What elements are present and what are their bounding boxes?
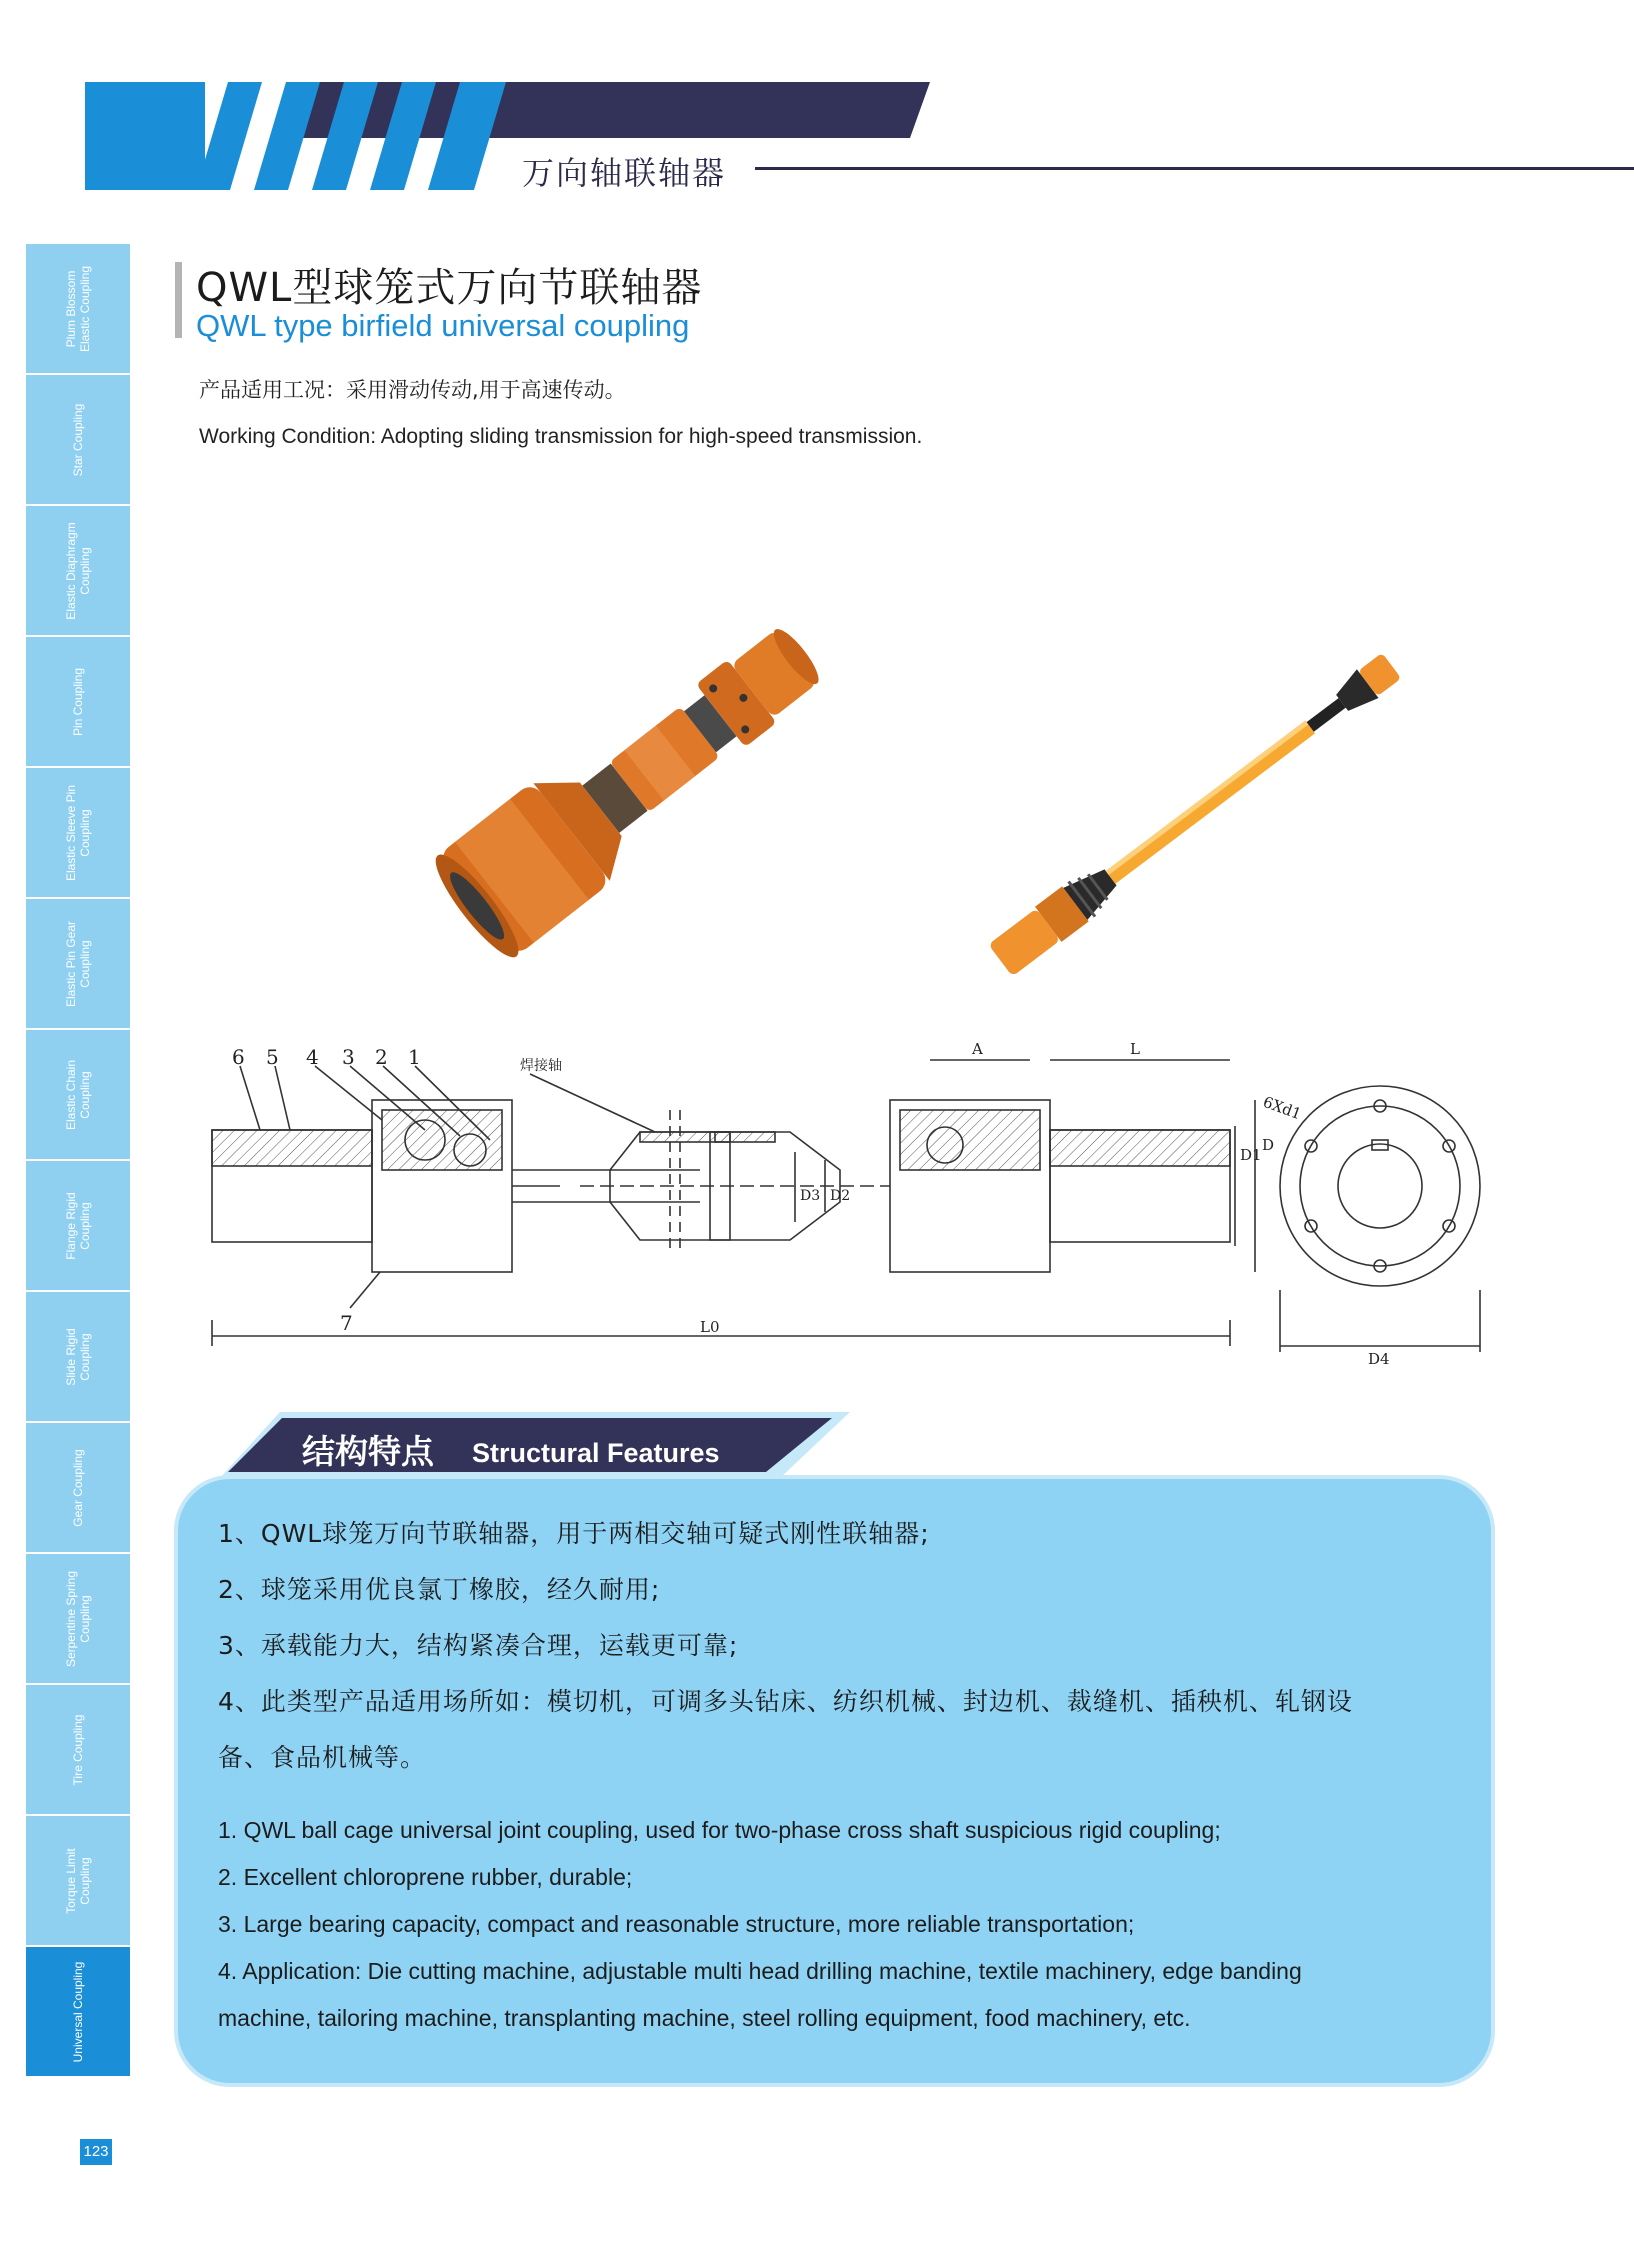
sidebar-item-plum-blossom[interactable] bbox=[26, 244, 130, 375]
sidebar-item-label: Plum Blossom Elastic Coupling bbox=[64, 265, 92, 352]
sidebar-item-label: Pin Coupling bbox=[71, 667, 85, 736]
feature-item-cn: 1、QWL球笼万向节联轴器，用于两相交轴可疑式刚性联轴器; bbox=[218, 1519, 930, 1548]
sidebar-item-serpentine-spring[interactable] bbox=[26, 1554, 130, 1685]
dim-label: D4 bbox=[1368, 1350, 1390, 1368]
sidebar-item-label: Elastic Chain Coupling bbox=[64, 1059, 92, 1130]
feature-item-en: machine, tailoring machine, transplanting machine, steel rolling equipment, food machinery, etc. bbox=[218, 2005, 1191, 2031]
working-condition-en: Working Condition: Adopting sliding transmission for high-speed transmission. bbox=[199, 425, 923, 448]
features-title-cn: 结构特点 bbox=[302, 1432, 434, 1471]
sidebar-item-torque-limit[interactable] bbox=[26, 1816, 130, 1947]
sidebar-item-label: Serpentine Spring Coupling bbox=[64, 1570, 92, 1667]
sidebar-item-label: Elastic Diaphragm Coupling bbox=[64, 521, 92, 620]
dim-label: D1 bbox=[1240, 1146, 1262, 1164]
sidebar-item-label: Universal Coupling bbox=[71, 1961, 85, 2062]
feature-item-cn: 2、球笼采用优良氯丁橡胶，经久耐用; bbox=[218, 1575, 661, 1604]
sidebar-item-gear[interactable] bbox=[26, 1423, 130, 1554]
sidebar-item-pin[interactable] bbox=[26, 637, 130, 768]
feature-item-en: 1. QWL ball cage universal joint coupling, used for two-phase cross shaft suspicious rigid coupling; bbox=[218, 1817, 1221, 1843]
sidebar-item-label: Torque Limit Coupling bbox=[64, 1847, 92, 1914]
technical-drawing bbox=[200, 1040, 1500, 1370]
feature-item-cn: 备、食品机械等。 bbox=[218, 1743, 427, 1772]
part-label: 7 bbox=[340, 1311, 353, 1335]
part-label: 4 bbox=[306, 1045, 319, 1069]
part-label: 3 bbox=[342, 1045, 355, 1069]
part-label: 2 bbox=[375, 1045, 388, 1069]
sidebar-item-label: Flange Rigid Coupling bbox=[64, 1191, 92, 1260]
header-divider bbox=[755, 167, 1634, 170]
feature-item-cn: 4、此类型产品适用场所如：模切机，可调多头钻床、纺织机械、封边机、裁缝机、插秧机、轧钢设 bbox=[218, 1687, 1353, 1716]
feature-item-en: 2. Excellent chloroprene rubber, durable; bbox=[218, 1864, 633, 1890]
section-title: 万向轴联轴器 bbox=[522, 154, 727, 192]
product-title-cn: QWL型球笼式万向节联轴器 bbox=[196, 265, 703, 311]
product-photo-short-coupling bbox=[415, 580, 855, 980]
feature-item-cn: 3、承载能力大，结构紧凑合理，运载更可靠; bbox=[218, 1631, 739, 1660]
dim-label: A bbox=[972, 1040, 983, 1058]
sidebar-item-elastic-sleeve-pin[interactable] bbox=[26, 768, 130, 899]
sidebar-item-star[interactable] bbox=[26, 375, 130, 506]
title-accent-bar bbox=[175, 262, 182, 338]
header-banner bbox=[0, 0, 1634, 200]
dim-label: D bbox=[1262, 1136, 1275, 1154]
dim-label: 6Xd1 bbox=[1260, 1092, 1304, 1124]
dim-label: D3 bbox=[800, 1188, 821, 1204]
page-number: 123 bbox=[80, 2139, 112, 2165]
sidebar-item-label: Tire Coupling bbox=[71, 1714, 85, 1785]
feature-item-en: 3. Large bearing capacity, compact and reasonable structure, more reliable transportation; bbox=[218, 1911, 1135, 1937]
part-label: 5 bbox=[266, 1045, 279, 1069]
features-panel bbox=[174, 1475, 1495, 2087]
weld-shaft-label: 焊接轴 bbox=[520, 1058, 562, 1074]
dim-label: L bbox=[1130, 1040, 1140, 1058]
part-label: 6 bbox=[232, 1045, 245, 1069]
sidebar-item-elastic-chain[interactable] bbox=[26, 1030, 130, 1161]
working-condition-cn: 产品适用工况：采用滑动传动,用于高速传动。 bbox=[199, 378, 626, 402]
feature-item-en: 4. Application: Die cutting machine, adjustable multi head drilling machine, textile machinery, edge banding bbox=[218, 1958, 1302, 1984]
sidebar-item-label: Star Coupling bbox=[71, 403, 85, 476]
sidebar-item-label: Elastic Pin Gear Coupling bbox=[64, 920, 92, 1007]
product-title-en: QWL type birfield universal coupling bbox=[196, 308, 690, 343]
features-title-en: Structural Features bbox=[472, 1438, 720, 1468]
sidebar-item-elastic-diaphragm[interactable] bbox=[26, 506, 130, 637]
product-photo-long-shaft bbox=[960, 620, 1440, 1000]
sidebar-item-elastic-pin-gear[interactable] bbox=[26, 899, 130, 1030]
sidebar-item-label: Gear Coupling bbox=[71, 1448, 85, 1527]
dim-label: D2 bbox=[830, 1188, 851, 1204]
sidebar-item-flange-rigid[interactable] bbox=[26, 1161, 130, 1292]
sidebar-item-tire[interactable] bbox=[26, 1685, 130, 1816]
sidebar-item-label: Slide Rigid Coupling bbox=[64, 1327, 92, 1386]
sidebar-item-label: Elastic Sleeve Pin Coupling bbox=[64, 784, 92, 881]
part-label: 1 bbox=[408, 1045, 421, 1069]
sidebar-item-slide-rigid[interactable] bbox=[26, 1292, 130, 1423]
dim-label: L0 bbox=[700, 1318, 720, 1336]
sidebar-item-universal[interactable] bbox=[26, 1947, 130, 2078]
